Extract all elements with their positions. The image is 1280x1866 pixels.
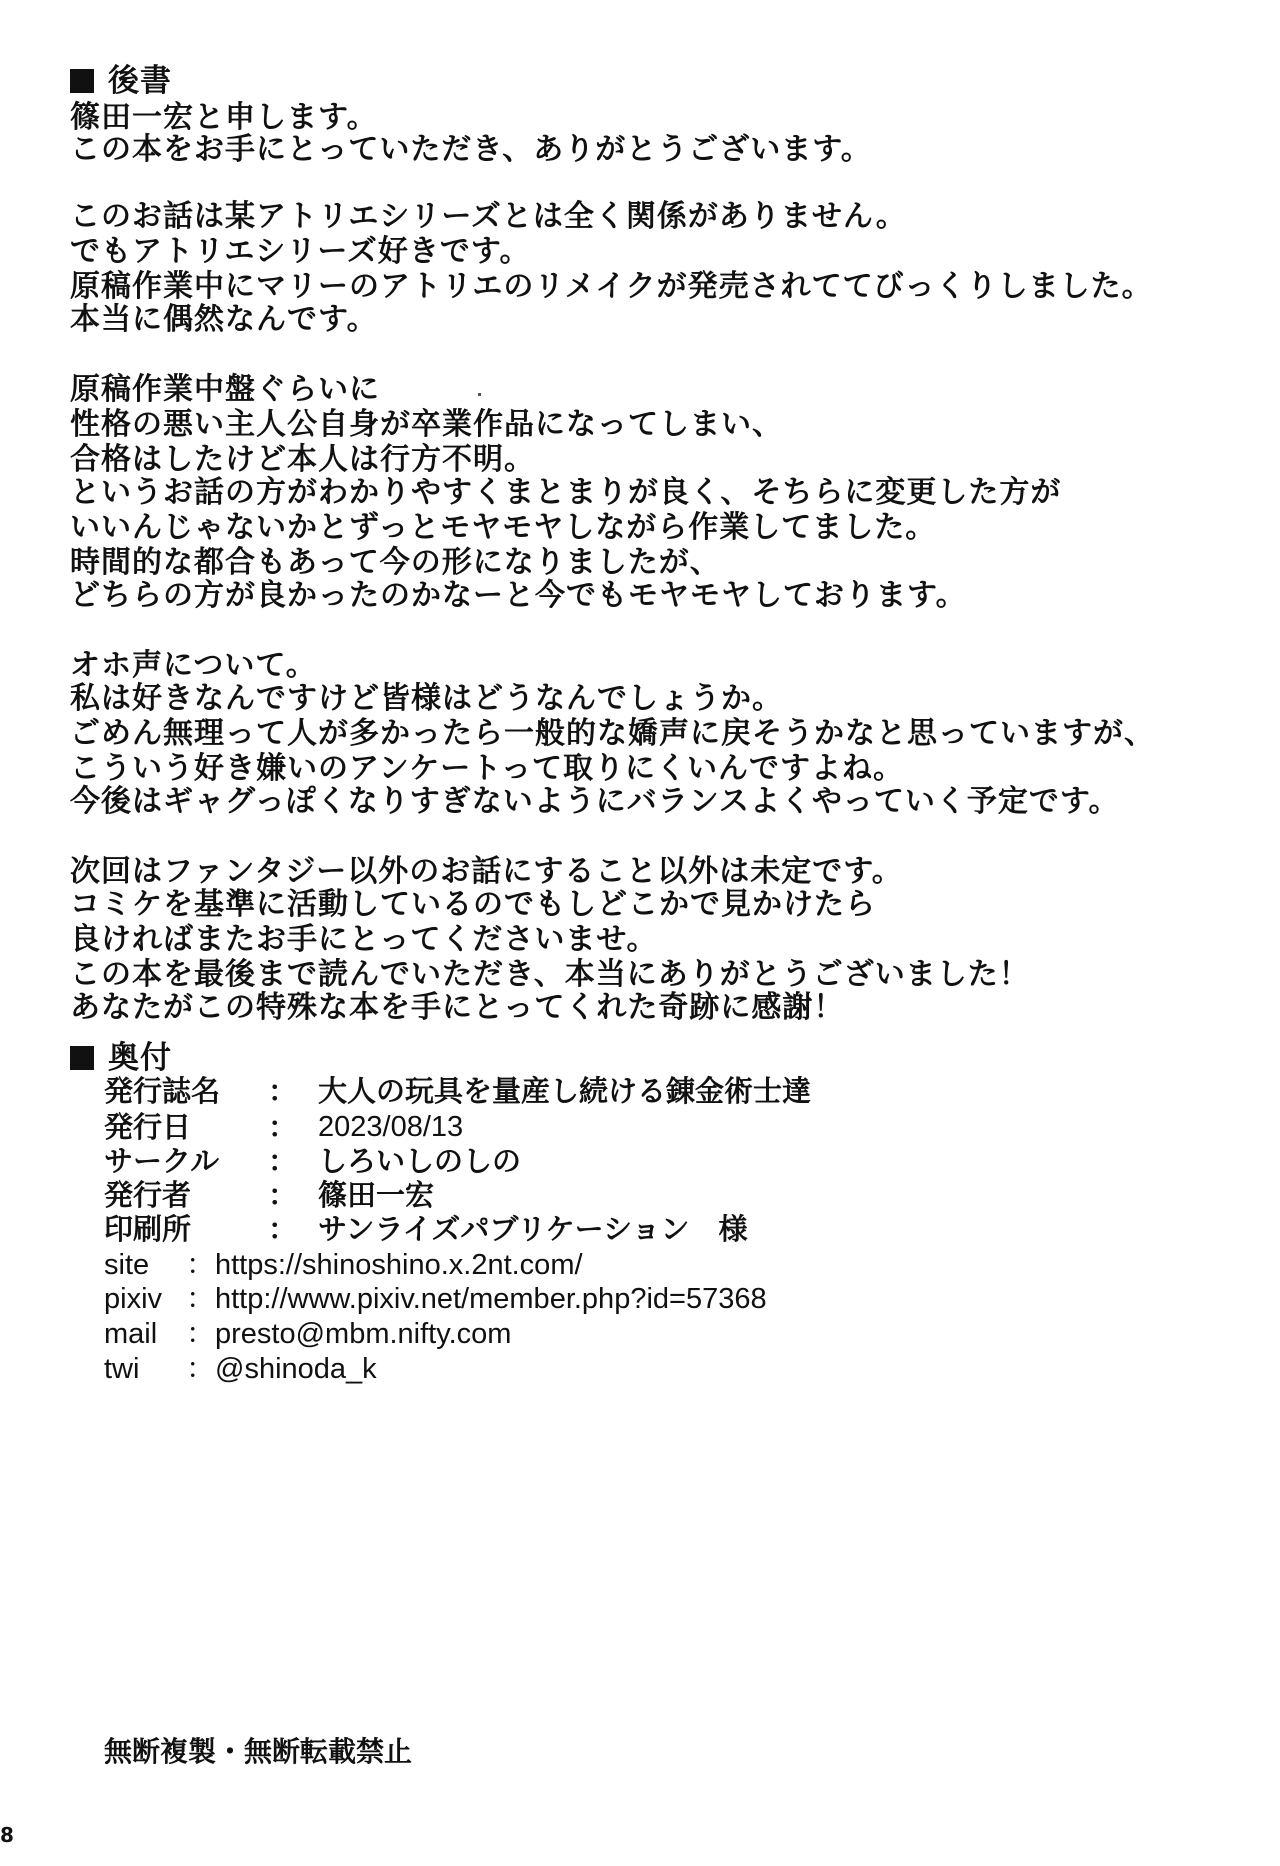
afterword-line: でもアトリエシリーズ好きです。: [70, 234, 531, 269]
contact-twi-link[interactable]: ：@shinoda_k: [186, 1353, 377, 1385]
square-bullet-icon: [70, 1046, 94, 1070]
colophon-separator: ：: [268, 1110, 298, 1144]
contact-label-pixiv: pixiv: [104, 1283, 163, 1315]
contact-mail-link[interactable]: ：presto@mbm.nifty.com: [186, 1318, 512, 1350]
colophon-value: 篠田一宏: [318, 1178, 435, 1212]
afterword-line: こういう好き嫌いのアンケートって取りにくいんですよね。: [70, 751, 904, 786]
afterword-line: 本当に偶然なんです。: [70, 302, 378, 337]
colophon-value: 2023/08/13: [318, 1111, 464, 1143]
afterword-line: コミケを基準に活動しているのでもしどこかで見かけたら: [70, 887, 876, 922]
colophon-separator: ：: [268, 1074, 298, 1108]
afterword-line: 私は好きなんですけど皆様はどうなんでしょうか。: [70, 681, 783, 716]
afterword-line: 合格はしたけど本人は行方不明。: [70, 442, 535, 477]
afterword-line: あなたがこの特殊な本を手にとってくれた奇跡に感謝！: [70, 990, 845, 1025]
colophon-label: 印刷所: [104, 1212, 192, 1246]
colophon-value: 大人の玩具を量産し続ける錬金術士達: [318, 1074, 812, 1108]
afterword-line: このお話は某アトリエシリーズとは全く関係がありません。: [70, 199, 907, 234]
contact-label-mail: mail: [104, 1318, 158, 1350]
afterword-line: この本を最後まで読んでいただき、本当にありがとうございました！: [70, 957, 1030, 992]
afterword-line: 良ければまたお手にとってくださいませ。: [70, 922, 658, 957]
contact-label-twi: twi: [104, 1353, 140, 1385]
colophon-value: しろいしのしの: [318, 1144, 522, 1178]
afterword-line: ごめん無理って人が多かったら一般的な嬌声に戻そうかなと思っていますが、: [70, 716, 1155, 751]
afterword-line: オホ声について。: [70, 648, 317, 683]
colophon-heading: 奥付: [70, 1039, 172, 1077]
afterword-line: いいんじゃないかとずっとモヤモヤしながら作業してました。: [70, 510, 937, 545]
print-speck: [478, 393, 481, 396]
contact-pixiv-link[interactable]: ：http://www.pixiv.net/member.php?id=57368: [186, 1283, 767, 1315]
afterword-line: 性格の悪い主人公自身が卒業作品になってしまい、: [70, 407, 783, 442]
colophon-value: サンライズパブリケーション 様: [318, 1212, 748, 1246]
square-bullet-icon: [70, 69, 94, 93]
colophon-label: サークル: [104, 1144, 220, 1178]
afterword-line: というお話の方がわかりやすくまとまりが良く、そちらに変更した方が: [70, 475, 1062, 510]
contact-label-site: site: [104, 1249, 150, 1281]
colophon-label: 発行誌名: [104, 1074, 221, 1108]
afterword-line: 今後はギャグっぽくなりすぎないようにバランスよくやっていく予定です。: [70, 784, 1120, 819]
afterword-line: 時間的な都合もあって今の形になりましたが、: [70, 545, 721, 580]
afterword-line: この本をお手にとっていただき、ありがとうございます。: [70, 132, 872, 167]
contact-site-link[interactable]: ：https://shinoshino.x.2nt.com/: [186, 1249, 583, 1281]
copyright-notice: 無断複製・無断転載禁止: [104, 1735, 413, 1768]
afterword-line: 原稿作業中にマリーのアトリエのリメイクが発売されててびっくりしました。: [70, 269, 1153, 304]
colophon-separator: ：: [268, 1144, 298, 1178]
afterword-heading: 後書: [70, 62, 172, 100]
colophon-label: 発行日: [104, 1110, 192, 1144]
afterword-line: 原稿作業中盤ぐらいに: [70, 372, 380, 407]
colophon-separator: ：: [268, 1212, 298, 1246]
colophon-label: 発行者: [104, 1178, 192, 1212]
afterword-line: 次回はファンタジー以外のお話にすること以外は未定です。: [70, 854, 903, 889]
afterword-line: 篠田一宏と申します。: [70, 100, 378, 135]
page-number: 8: [0, 1823, 14, 1847]
afterword-line: どちらの方が良かったのかなーと今でもモヤモヤしております。: [70, 578, 967, 613]
colophon-separator: ：: [268, 1178, 298, 1212]
